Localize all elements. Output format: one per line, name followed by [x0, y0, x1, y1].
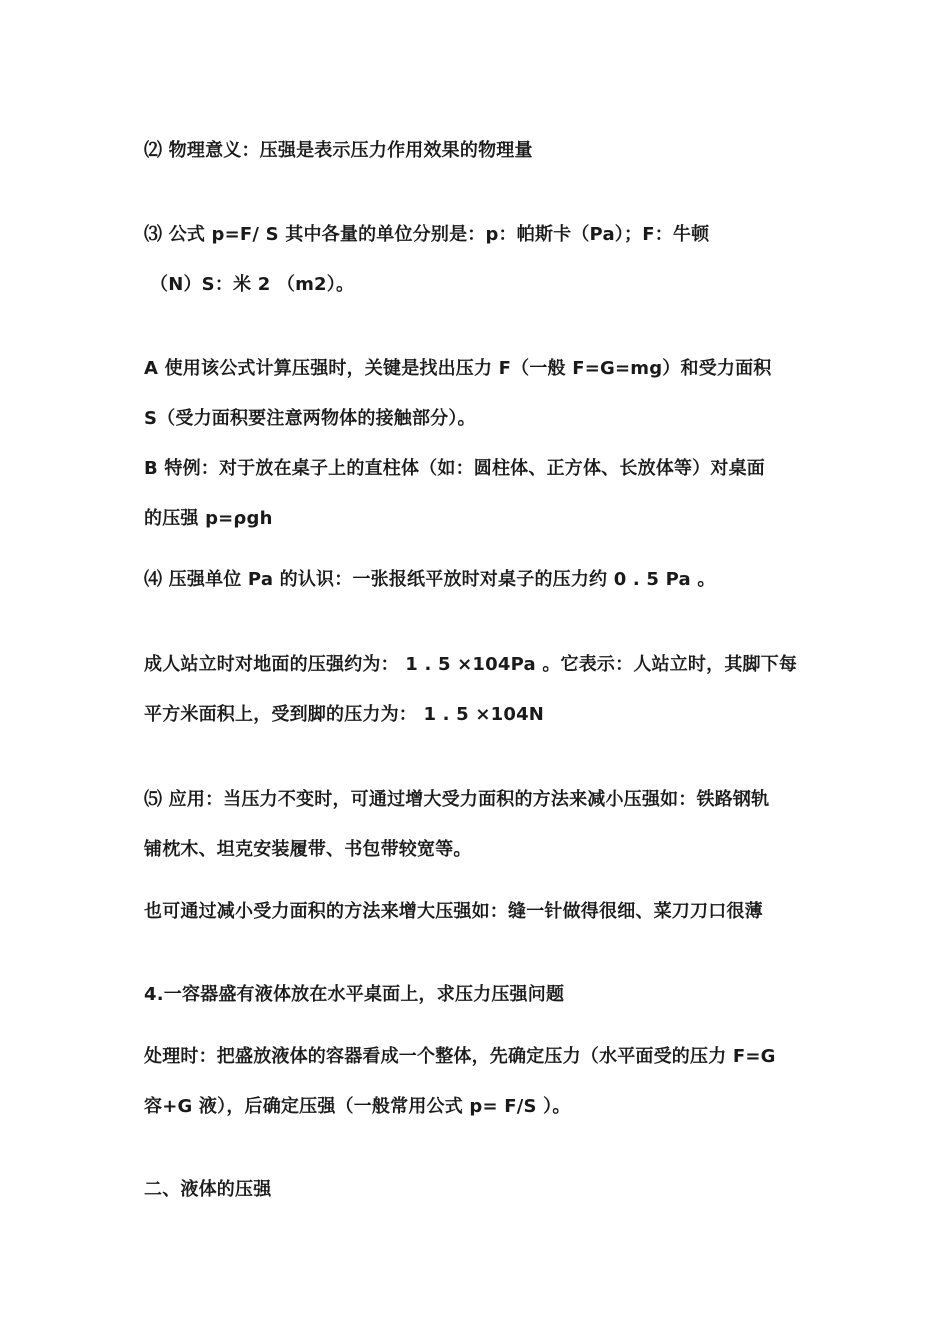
text-line-processing: 处理时：把盛放液体的容器看成一个整体，先确定压力（水平面受的压力 F=G [144, 1046, 776, 1067]
section-heading-liquid-pressure: 二、液体的压强 [144, 1179, 272, 1200]
section-heading-container: 4.一容器盛有液体放在水平桌面上，求压力压强问题 [144, 984, 565, 1005]
text-line-application: ⑸ 应用：当压力不变时，可通过增大受力面积的方法来减小压强如：铁路钢轨 [144, 789, 770, 810]
text-line-pressure-formula: 的压强 p=ρgh [144, 508, 273, 529]
text-line-adult-pressure: 成人站立时对地面的压强约为： 1 . 5 ×104Pa 。它表示：人站立时，其脚下每 [144, 654, 798, 675]
text-line-physical-meaning: ⑵ 物理意义：压强是表示压力作用效果的物理量 [144, 140, 533, 161]
text-line-examples-increase: 也可通过减小受力面积的方法来增大压强如：缝一针做得很细、菜刀刀口很薄 [144, 901, 763, 922]
text-line-examples-decrease: 铺枕木、坦克安装履带、书包带较宽等。 [144, 839, 472, 860]
text-line-processing-cont: 容+G 液），后确定压强（一般常用公式 p= F/S ）。 [144, 1096, 571, 1117]
text-line-units: （N）S：米 2 （m2）。 [150, 274, 355, 295]
text-line-contact-area: S（受力面积要注意两物体的接触部分）。 [144, 408, 476, 429]
text-line-foot-force: 平方米面积上，受到脚的压力为： 1 . 5 ×104N [144, 704, 545, 725]
text-line-formula: ⑶ 公式 p=F/ S 其中各量的单位分别是：p：帕斯卡（Pa）；F：牛顿 [144, 224, 710, 245]
text-line-point-a: A 使用该公式计算压强时，关键是找出压力 F（一般 F=G=mg）和受力面积 [144, 358, 772, 379]
text-line-pa-unit: ⑷ 压强单位 Pa 的认识：一张报纸平放时对桌子的压力约 0 . 5 Pa 。 [144, 569, 716, 590]
text-line-point-b: B 特例：对于放在桌子上的直柱体（如：圆柱体、正方体、长放体等）对桌面 [144, 458, 765, 479]
